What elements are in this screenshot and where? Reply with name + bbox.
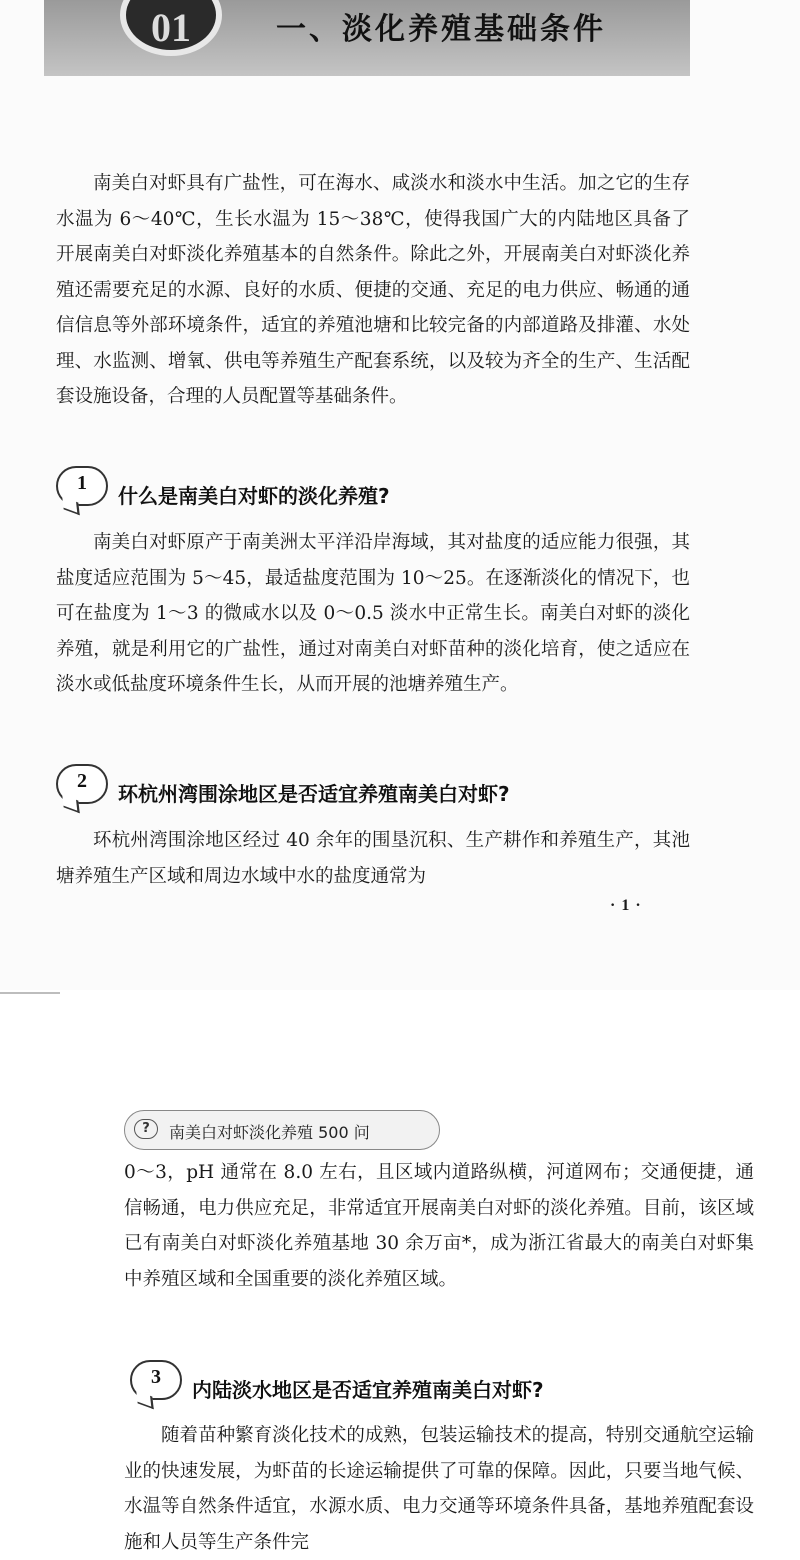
chapter-number: 01: [120, 0, 222, 56]
question-title: 什么是南美白对虾的淡化养殖?: [118, 484, 390, 508]
question-bubble-icon: [56, 466, 108, 506]
question-bubble-icon: [56, 764, 108, 804]
intro-paragraph: 南美白对虾具有广盐性，可在海水、咸淡水和淡水中生活。加之它的生存水温为 6～40℃，生长水温为 15～38℃，使得我国广大的内陆地区具备了开展南美白对虾淡化养殖基本的自然条件。除此之外，开展南美白对虾淡化养殖还需要充足的水源、良好的水质、便捷的交通、充足的电力供应、畅通的通信信息等外部环境条件，适宜的养殖池塘和比较完备的内部道路及排灌、水处理、水监测、增氧、供电等养殖生产配套系统，以及较为齐全的生产、生活配套设施设备，合理的人员配置等基础条件。: [56, 173, 690, 407]
question-bubble-icon: [130, 1360, 182, 1400]
question-number: 1: [77, 472, 87, 494]
running-header: [124, 1110, 440, 1150]
question-title: 环杭州湾围涂地区是否适宜养殖南美白对虾?: [118, 782, 510, 806]
question-number: 2: [77, 770, 87, 792]
answer-paragraph: 随着苗种繁育淡化技术的成熟，包装运输技术的提高，特别交通航空运输业的快速发展，为虾苗的长途运输提供了可靠的保障。因此，只要当地气候、水温等自然条件适宜，水源水质、电力交通等环境条件具备，基地养殖配套设施和人员等生产条件完: [124, 1425, 754, 1553]
continuation-paragraph: 0～3，pH 通常在 8.0 左右，且区域内道路纵横，河道网布；交通便捷，通信畅通，电力供应充足，非常适宜开展南美白对虾的淡化养殖。目前，该区域已有南美白对虾淡化养殖基地 30 余万亩*，成为浙江省最大的南美白对虾集中养殖区域和全国重要的淡化养殖区域。: [124, 1162, 754, 1290]
question-mark-icon: ?: [134, 1119, 158, 1139]
chapter-banner: [44, 0, 690, 76]
question-title: 内陆淡水地区是否适宜养殖南美白对虾?: [192, 1378, 544, 1402]
chapter-title: 一、淡化养殖基础条件: [276, 12, 606, 47]
page-divider: [0, 992, 60, 994]
running-header-title: 南美白对虾淡化养殖 500 问: [169, 1123, 370, 1142]
page-number: ·1·: [610, 897, 647, 914]
answer-paragraph: 南美白对虾原产于南美洲太平洋沿岸海域，其对盐度的适应能力很强，其盐度适应范围为 5～45，最适盐度范围为 10～25。在逐渐淡化的情况下，也可在盐度为 1～3 的微咸水以及 0～0.5 淡水中正常生长。南美白对虾的淡化养殖，就是利用它的广盐性，通过对南美白对虾苗种的淡化培育，使之适应在淡水或低盐度环境条件生长，从而开展的池塘养殖生产。: [56, 532, 690, 695]
question-number: 3: [151, 1366, 161, 1388]
answer-paragraph: 环杭州湾围涂地区经过 40 余年的围垦沉积、生产耕作和养殖生产，其池塘养殖生产区域和周边水域中水的盐度通常为: [56, 830, 690, 887]
